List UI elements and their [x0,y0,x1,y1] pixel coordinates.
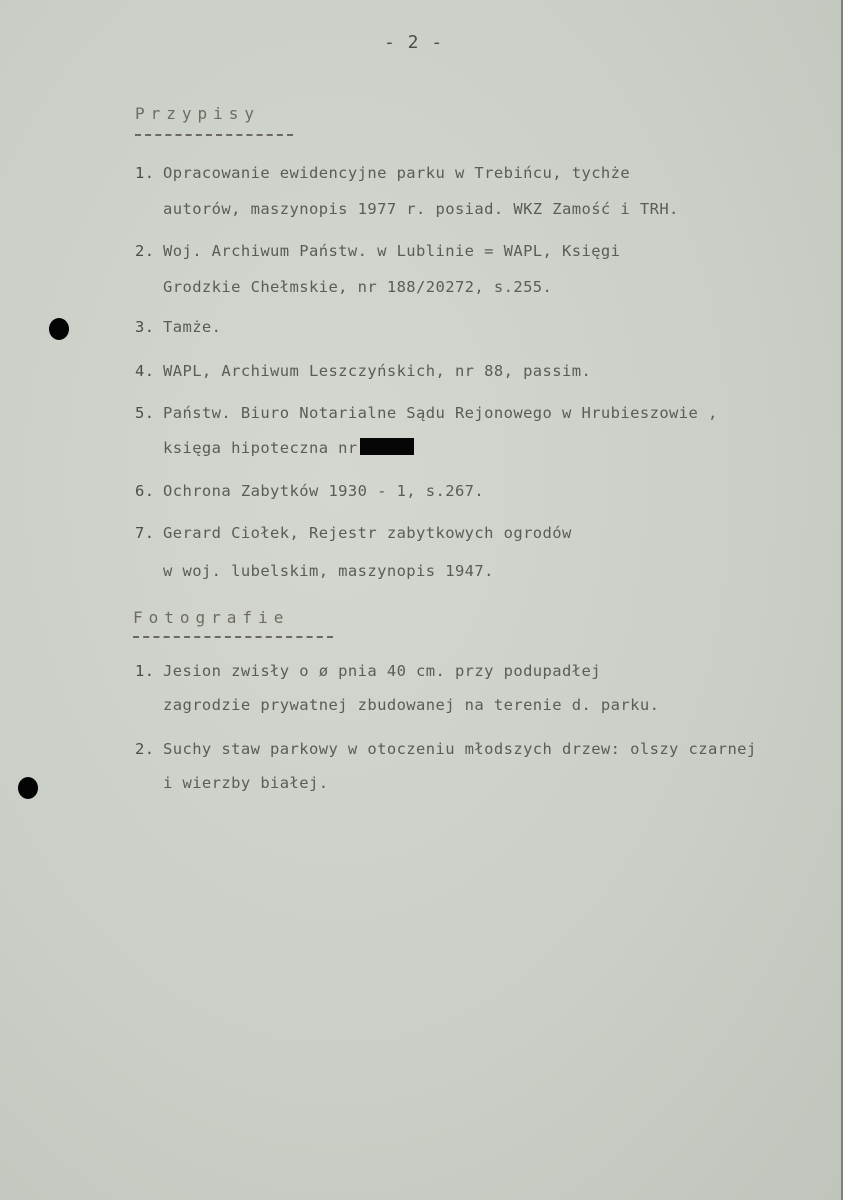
photos-heading-underline [133,636,333,638]
footnote-number: 5. [135,404,155,422]
footnote-number: 4. [135,362,155,380]
punch-hole-top [49,318,69,340]
footnote-3 [135,318,221,336]
page-number: - 2 - [384,32,444,53]
footnote-number: 6. [135,482,155,500]
photo-caption-2 [135,740,757,758]
footnote-text: Tamże. [163,318,222,336]
footnote-5 [135,404,718,422]
photos-heading: Fotografie [133,608,290,627]
footnote-text: Woj. Archiwum Państw. w Lublinie = WAPL, Księgi [163,242,621,260]
footnote-text: księga hipoteczna nr [163,439,358,457]
photo-caption-1 [135,662,601,680]
photo-caption-2-continuation: i wierzby białej. [163,774,329,792]
photo-caption-text: Suchy staw parkowy w otoczeniu młodszych drzew: olszy czarnej [163,740,757,758]
redaction-bar [360,438,414,455]
footnotes-heading-underline [135,134,293,136]
photo-caption-1-continuation: zagrodzie prywatnej zbudowanej na terenie d. parku. [163,696,660,714]
footnote-1-continuation: autorów, maszynopis 1977 r. posiad. WKZ Zamość i TRH. [163,200,679,218]
photo-number: 2. [135,740,155,758]
footnote-text: Ochrona Zabytków 1930 - 1, s.267. [163,482,485,500]
footnote-7-continuation: w woj. lubelskim, maszynopis 1947. [163,562,494,580]
footnote-text: Gerard Ciołek, Rejestr zabytkowych ogrodów [163,524,572,542]
footnote-text: Państw. Biuro Notarialne Sądu Rejonowego w Hrubieszowie , [163,404,718,422]
footnotes-heading: Przypisy [135,104,261,123]
punch-hole-bottom [18,777,38,799]
footnote-6 [135,482,484,500]
footnote-2 [135,242,620,260]
footnote-number: 1. [135,164,155,182]
footnote-text: WAPL, Archiwum Leszczyńskich, nr 88, passim. [163,362,592,380]
footnote-text: Opracowanie ewidencyjne parku w Trebińcu, tychże [163,164,631,182]
footnote-1 [135,164,630,182]
footnote-number: 7. [135,524,155,542]
photo-caption-text: Jesion zwisły o ø pnia 40 cm. przy podupadłej [163,662,601,680]
footnote-7 [135,524,572,542]
footnote-number: 3. [135,318,155,336]
footnote-number: 2. [135,242,155,260]
footnote-4 [135,362,591,380]
footnote-2-continuation: Grodzkie Chełmskie, nr 188/20272, s.255. [163,278,553,296]
photo-number: 1. [135,662,155,680]
footnote-5-continuation [163,438,414,457]
